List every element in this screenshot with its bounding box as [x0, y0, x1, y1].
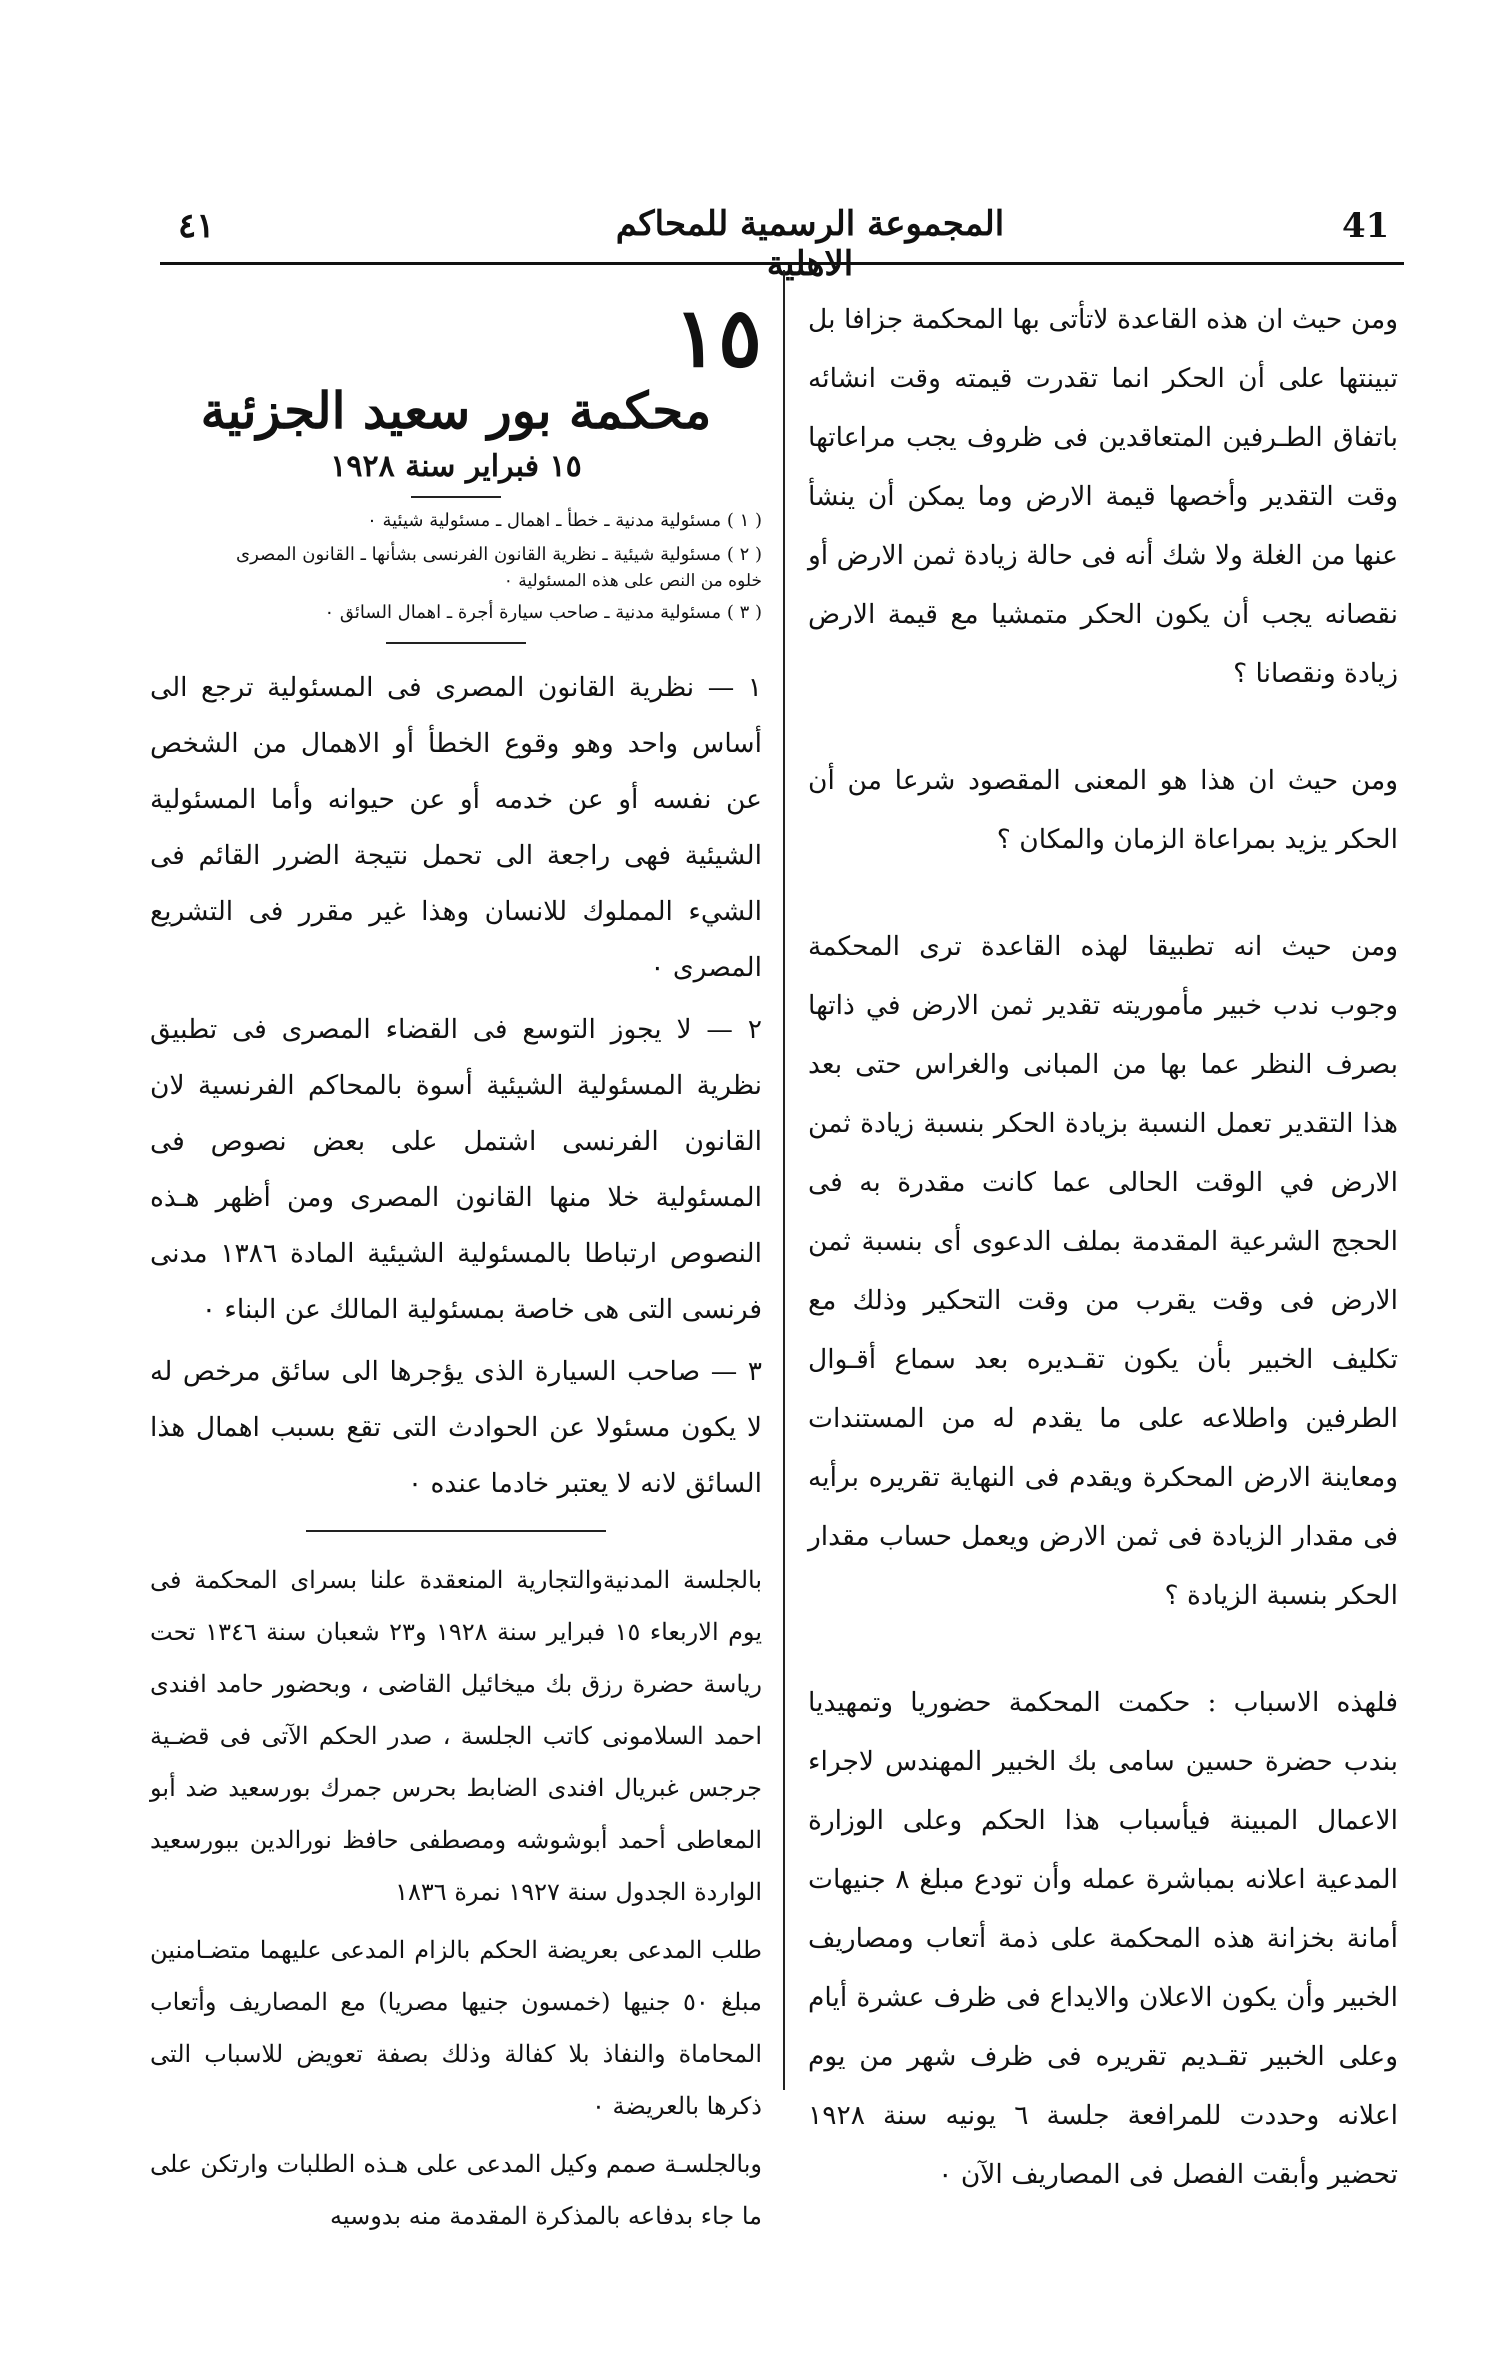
paragraph: ومن حيث انه تطبيقا لهذه القاعدة ترى المحكمة وجوب ندب خبير مأموريته تقدير ثمن الارض في ذاتها بصرف النظر عما بها من المبانى والغراس حتى بعد هذا التقدير تعمل النسبة بزيادة الحكر بنسبة زيادة ثمن الارض في الوقت الحالى عما كانت مقدرة به فى الحجج الشرعية المقدمة بملف الدعوى أى بنسبة ثمن الارض فى وقت يقرب من وقت التحكير وذلك مع تكليف الخبير بأن يكون تقـديره بعد سماع أقـوال الطرفين واطلاعه على ما يقدم له من المستندات ومعاينة الارض المحكرة ويقدم فى النهاية تقريره برأيه فى مقدار الزيادة فى ثمن الارض ويعمل حساب مقدار الحكر بنسبة الزيادة ؟: [808, 931, 1398, 1611]
ruling-paragraph: فلهذه الاسباب : حكمت المحكمة حضوريا وتمهيديا بندب حضرة حسين سامى بك الخبير المهندس لاجراء الاعمال المبينة فيأسباب هذا الحكم وعلى الوزارة المدعية اعلانه بمباشرة عمله وأن تودع مبلغ ٨ جنيهات أمانة بخزانة هذه المحكمة على ذمة أتعاب ومصاريف الخبير وأن يكون الاعلان والايداع فى ظرف عشرة أيام وعلى الخبير تقـديم تقريره فى ظرف شهر من يوم اعلانه وحددت للمرافعة جلسة ٦ يونيه سنة ١٩٢٨ تحضير وأبقت الفصل فى المصاريف الآن ٠: [808, 1687, 1398, 2190]
principle-paragraph: ٣ — صاحب السيارة الذى يؤجرها الى سائق مرخص له لا يكون مسئولا عن الحوادث التى تقع بسبب اهمال هذا السائق لانه لا يعتبر خادما عنده ٠: [150, 1356, 762, 1499]
page-number-right: 41: [1342, 206, 1390, 246]
header-rule: [160, 262, 1404, 265]
session-paragraph: بالجلسة المدنيةوالتجارية المنعقدة علنا بسراى المحكمة فى يوم الاربعاء ١٥ فبراير سنة ١٩٢٨ و٢٣ شعبان سنة ١٣٤٦ تحت رياسة حضرة رزق بك ميخائيل القاضى ، وبحضور حامد افندى احمد السلامونى كاتب الجلسة ، صدر الحكم الآتى فى قضـية جرجس غبريال افندى الضابط بحرس جمرك بورسعيد ضد أبو المعاطى أحمد أبوشوشه ومصطفى حافظ نورالدين ببورسعيد الواردة الجدول سنة ١٩٢٧ نمرة ١٨٣٦: [150, 1566, 763, 1906]
court-name: محكمة بور سعيد الجزئية: [200, 381, 712, 440]
short-divider: [411, 496, 501, 498]
column-divider: [783, 270, 785, 2090]
body-paragraph: وبالجلسـة صمم وكيل المدعى على هـذه الطلبات وارتكن على ما جاء بدفاعه بالمذكرة المقدمة منه بدوسيه: [150, 2150, 762, 2230]
principle-paragraph: ٢ — لا يجوز التوسع فى القضاء المصرى فى تطبيق نظرية المسئولية الشيئية أسوة بالمحاكم الفرنسية لان القانون الفرنسى اشتمل على بعض نصوص فى المسئولية خلا منها القانون المصرى ومن أظهر هـذه النصوص ارتباطا بالمسئولية الشيئية المادة ١٣٨٦ مدنى فرنسى التى هى خاصة بمسئولية المالك عن البناء ٠: [150, 1014, 762, 1325]
page-number-left: ٤١: [178, 206, 215, 246]
paragraph: ومن حيث ان هذا هو المعنى المقصود شرعا من أن الحكر يزيد بمراعاة الزمان والمكان ؟: [808, 765, 1398, 855]
principle-paragraph: ١ — نظرية القانون المصرى فى المسئولية ترجع الى أساس واحد وهو وقوع الخطأ أو الاهمال من الشخص عن نفسه أو عن خدمه أو عن حيوانه وأما المسئولية الشيئية فهى راجعة الى تحمل نتيجة الضرر القائم فى الشيء المملوك للانسان وهذا غير مقرر فى التشريع المصرى ٠: [150, 672, 762, 983]
case-date: ١٥ فبراير سنة ١٩٢٨: [330, 449, 582, 484]
summary-line: ( ٣ ) مسئولية مدنية ـ صاحب سيارة أجرة ـ اهمال السائق ٠: [324, 602, 762, 623]
case-number: ١٥: [673, 290, 762, 386]
running-title: المجموعة الرسمية للمحاكم الاهلية: [615, 204, 1005, 284]
summary-line: ( ٢ ) مسئولية شيئية ـ نظرية القانون الفرنسى بشأنها ـ القانون المصرى: [236, 544, 762, 565]
separator: [306, 1530, 606, 1532]
body-paragraph: طلب المدعى بعريضة الحكم بالزام المدعى عليهما متضـامنين مبلغ ٥٠ جنيها (خمسون جنيها مصريا) مع المصاريف وأتعاب المحاماة والنفاذ بلا كفالة وذلك بصفة تعويض للاسباب التى ذكرها بالعريضة ٠: [150, 1936, 762, 2120]
right-column: [808, 290, 1398, 2214]
left-column: [150, 290, 762, 2248]
summary-line: خلوه من النص على هذه المسئولية ٠: [503, 571, 762, 591]
separator: [386, 642, 526, 644]
summary-line: ( ١ ) مسئولية مدنية ـ خطأ ـ اهمال ـ مسئولية شيئية ٠: [367, 510, 762, 531]
paragraph: ومن حيث ان هذه القاعدة لاتأتى بها المحكمة جزافا بل تبينتها على أن الحكر انما تقدرت قيمته وقت انشائه باتفاق الطـرفين المتعاقدين فى ظروف يجب مراعاتها وقت التقدير وأخصها قيمة الارض وما يمكن أن ينشأ عنها من الغلة ولا شك أنه فى حالة زيادة ثمن الارض أو نقصانه يجب أن يكون الحكر متمشيا مع قيمة الارض زيادة ونقصانا ؟: [808, 304, 1398, 689]
